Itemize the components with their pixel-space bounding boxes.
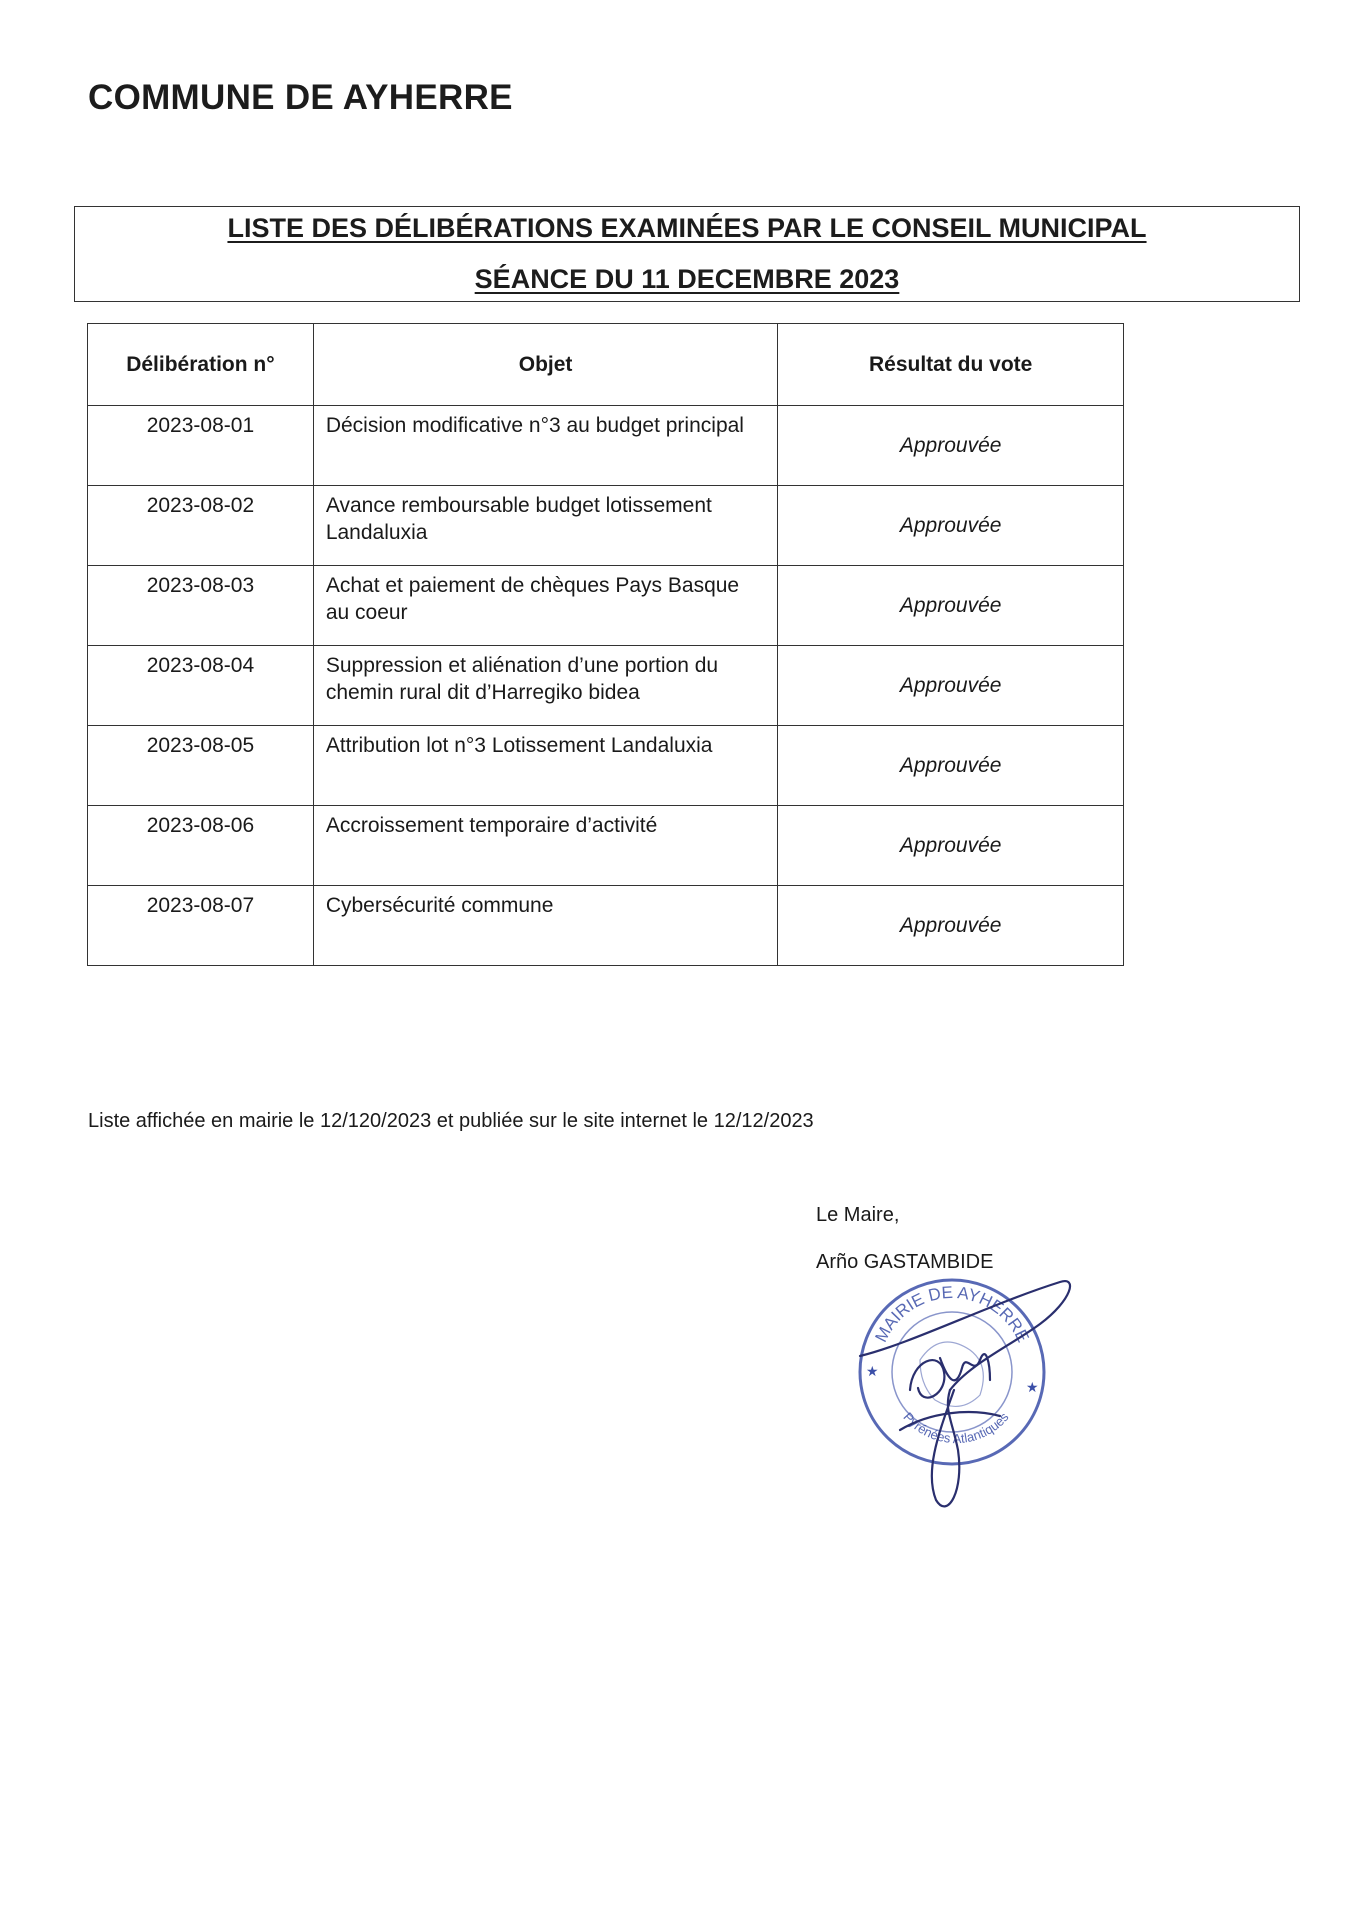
stamp-top-text: MAIRIE DE AYHERRE (871, 1282, 1033, 1346)
deliberation-objet: Avance remboursable budget lotissement Landaluxia (313, 486, 778, 566)
signature-name: Arño GASTAMBIDE (816, 1251, 994, 1273)
publication-note: Liste affichée en mairie le 12/120/2023 et publiée sur le site internet le 12/12/2023 (88, 1110, 814, 1132)
column-header-deliberation: Délibération n° (88, 324, 314, 406)
stamp-star-icon: ★ (1026, 1379, 1039, 1395)
header-session-date: SÉANCE DU 11 DECEMBRE 2023 (474, 264, 900, 294)
deliberation-objet: Cybersécurité commune (313, 886, 778, 966)
stamp-star-icon: ★ (866, 1363, 879, 1379)
deliberation-number: 2023-08-01 (88, 406, 314, 486)
commune-title: COMMUNE DE AYHERRE (88, 78, 513, 117)
deliberation-objet: Attribution lot n°3 Lotissement Landaluxia (313, 726, 778, 806)
table-row (88, 646, 1124, 726)
table-row (88, 726, 1124, 806)
stamp-seal (860, 1280, 1044, 1464)
vote-result: Approuvée (778, 646, 1124, 726)
deliberation-number: 2023-08-05 (88, 726, 314, 806)
vote-result: Approuvée (778, 886, 1124, 966)
deliberation-number: 2023-08-04 (88, 646, 314, 726)
deliberation-objet: Suppression et aliénation d’une portion du chemin rural dit d’Harregiko bidea (313, 646, 778, 726)
signature-title: Le Maire, (816, 1204, 900, 1226)
table-row (88, 806, 1124, 886)
deliberation-number: 2023-08-03 (88, 566, 314, 646)
table-header-row (88, 324, 1124, 406)
table-row (88, 566, 1124, 646)
vote-result: Approuvée (778, 806, 1124, 886)
deliberation-number: 2023-08-02 (88, 486, 314, 566)
table-row (88, 886, 1124, 966)
mairie-stamp-icon (840, 1240, 1080, 1520)
vote-result: Approuvée (778, 566, 1124, 646)
deliberation-objet: Décision modificative n°3 au budget principal (313, 406, 778, 486)
deliberation-number: 2023-08-07 (88, 886, 314, 966)
stamp-bottom-text: Pyrénées Atlantiques (900, 1409, 1012, 1447)
vote-result: Approuvée (778, 406, 1124, 486)
deliberations-table (87, 323, 1124, 966)
deliberation-number: 2023-08-06 (88, 806, 314, 886)
vote-result: Approuvée (778, 486, 1124, 566)
column-header-objet: Objet (313, 324, 778, 406)
table-row (88, 406, 1124, 486)
header-title: LISTE DES DÉLIBÉRATIONS EXAMINÉES PAR LE CONSEIL MUNICIPAL (227, 213, 1147, 243)
vote-result: Approuvée (778, 726, 1124, 806)
deliberation-objet: Accroissement temporaire d’activité (313, 806, 778, 886)
table-row (88, 486, 1124, 566)
deliberations-header-box (74, 206, 1300, 302)
column-header-resultat: Résultat du vote (778, 324, 1124, 406)
deliberation-objet: Achat et paiement de chèques Pays Basque au coeur (313, 566, 778, 646)
